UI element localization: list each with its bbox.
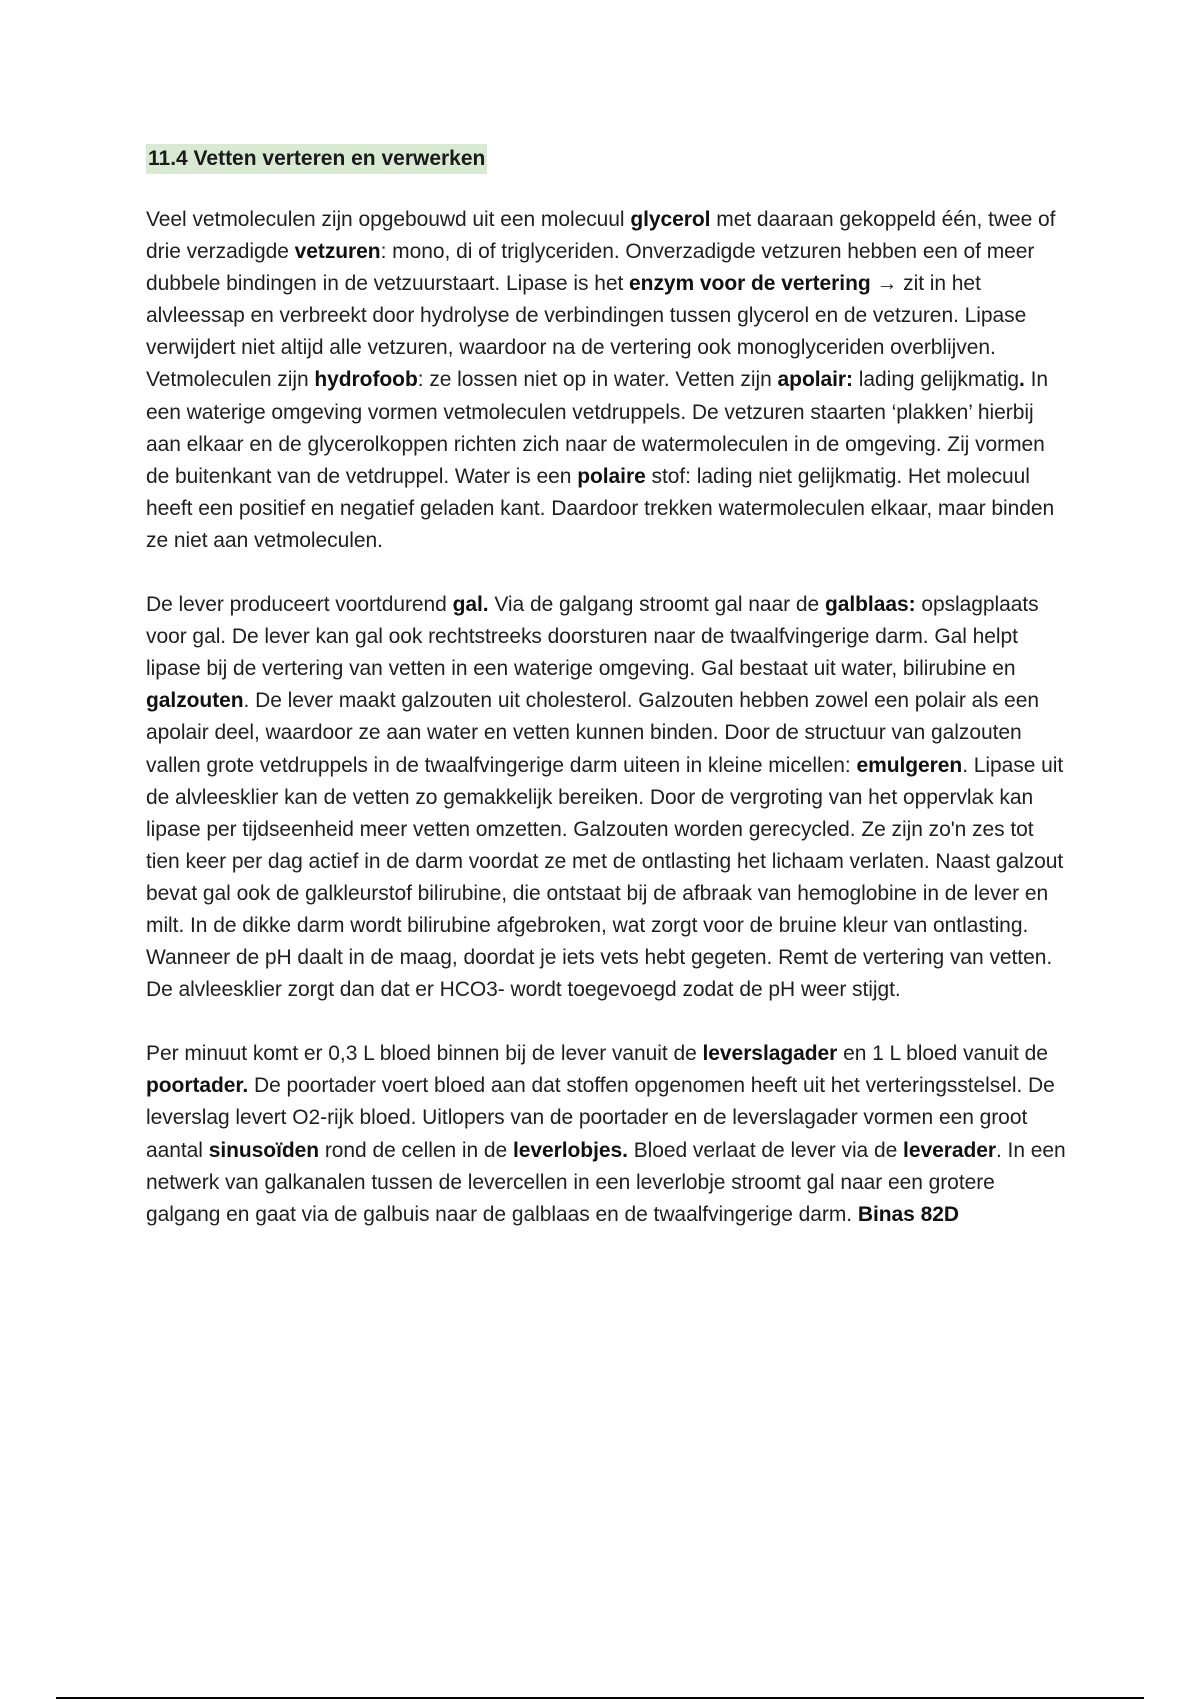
text-run: . De lever maakt galzouten uit cholesterol. Galzouten hebben zowel een polair als een apolair deel, waardoor ze aan water en vetten kunnen binden. Door de structuur van galzouten vallen grote vetdruppels in de twaalfvingerige darm uiteen in kleine micellen:	[146, 689, 1039, 777]
text-run: : ze lossen niet op in water. Vetten zijn	[417, 368, 778, 392]
bold-term: leverader	[903, 1138, 996, 1162]
bold-term: galzouten	[146, 689, 244, 713]
page-bottom-divider	[56, 1697, 1144, 1699]
document-page	[146, 144, 1066, 1263]
text-run: en 1 L bloed vanuit de	[837, 1042, 1048, 1066]
text-run: stof: lading niet gelijkmatig. Het molecuul heeft een positief en negatief geladen kant. Daardoor trekken watermoleculen elkaar, maar binden ze niet aan vetmoleculen.	[146, 464, 1055, 552]
bold-term: polaire	[577, 464, 646, 488]
document-body	[146, 204, 1066, 1231]
text-run: Bloed verlaat de lever via de	[627, 1138, 904, 1162]
bold-term: apolair:	[777, 368, 853, 392]
text-run: : mono, di of triglyceriden. Onverzadigde vetzuren hebben een of meer dubbele bindingen in de vetzuurstaart. Lipase is het	[146, 240, 1035, 296]
text-run: . In een netwerk van galkanalen tussen de levercellen in een leverlobje stroomt gal naar een grotere galgang en gaat via de galbuis naar de galblaas en de twaalfvingerige darm.	[146, 1138, 1066, 1226]
bold-term: galblaas:	[824, 593, 916, 617]
text-run: In een waterige omgeving vormen vetmoleculen vetdruppels. De vetzuren staarten ‘plakken’ hierbij aan elkaar en de glycerolkoppen richten zich naar de watermoleculen in de omgeving. Zij vormen de buitenkant van de vetdruppel. Water is een	[146, 368, 1048, 488]
bold-term: glycerol	[630, 208, 711, 231]
bold-term: enzym voor de vertering	[629, 272, 871, 296]
bold-term: poortader.	[146, 1074, 249, 1098]
bold-term: Binas 82D	[857, 1202, 959, 1226]
text-run: Per minuut komt er 0,3 L bloed binnen bij de lever vanuit de	[146, 1042, 703, 1066]
text-run: De lever produceert voortdurend	[146, 593, 453, 617]
paragraph-2	[146, 589, 1066, 1006]
bold-term: .	[1018, 368, 1025, 392]
text-run: . Lipase uit de alvleesklier kan de vetten zo gemakkelijk bereiken. Door de vergroting van het oppervlak kan lipase per tijdseenheid meer vetten omzetten. Galzouten worden gerecycled. Ze zijn zo'n zes tot tien keer per dag actief in de darm voordat ze met de ontlasting het lichaam verlaten. Naast galzout bevat gal ook de galkleurstof bilirubine, die ontstaat bij de afbraak van hemoglobine in de lever en milt. In de dikke darm wordt bilirubine afgebroken, wat zorgt voor de bruine kleur van ontlasting. Wanneer de pH daalt in de maag, doordat je iets vets hebt gegeten. Remt de vertering van vetten. De alvleesklier zorgt dan dat er HCO3- wordt toegevoegd zodat de pH weer stijgt.	[146, 753, 1064, 1002]
text-run: → zit in het alvleessap en verbreekt door hydrolyse de verbindingen tussen glycerol en de vetzuren. Lipase verwijdert niet altijd alle vetzuren, waardoor na de vertering ook monoglyceriden overblijven. Vetmoleculen zijn	[146, 272, 1027, 392]
text-run: opslagplaats voor gal. De lever kan gal ook rechtstreeks doorsturen naar de twaalfvingerige darm. Gal helpt lipase bij de vertering van vetten in een waterige omgeving. Gal bestaat uit water, bilirubine en	[146, 593, 1039, 681]
paragraph-1	[146, 204, 1066, 557]
section-title: 11.4 Vetten verteren en verwerken	[146, 144, 487, 174]
bold-term: leverslagader	[702, 1042, 838, 1066]
text-run: Via de galgang stroomt gal naar de	[488, 593, 825, 617]
bold-term: emulgeren	[856, 753, 963, 777]
text-run: Veel vetmoleculen zijn opgebouwd uit een molecuul	[146, 208, 631, 231]
text-run: De poortader voert bloed aan dat stoffen opgenomen heeft uit het verteringsstelsel. De leverslag levert O2-rijk bloed. Uitlopers van de poortader en de leverslagader vormen een groot aantal	[146, 1074, 1055, 1162]
paragraph-3	[146, 1038, 1066, 1231]
bold-term: hydrofoob	[314, 368, 418, 392]
bold-term: vetzuren	[294, 240, 381, 264]
bold-term: sinusoïden	[208, 1138, 320, 1162]
bold-term: leverlobjes.	[512, 1138, 628, 1162]
text-run: lading gelijkmatig	[853, 368, 1019, 392]
text-run: rond de cellen in de	[319, 1138, 513, 1162]
text-run: met daaraan gekoppeld één, twee of drie verzadigde	[146, 208, 1056, 264]
bold-term: gal.	[452, 593, 489, 617]
